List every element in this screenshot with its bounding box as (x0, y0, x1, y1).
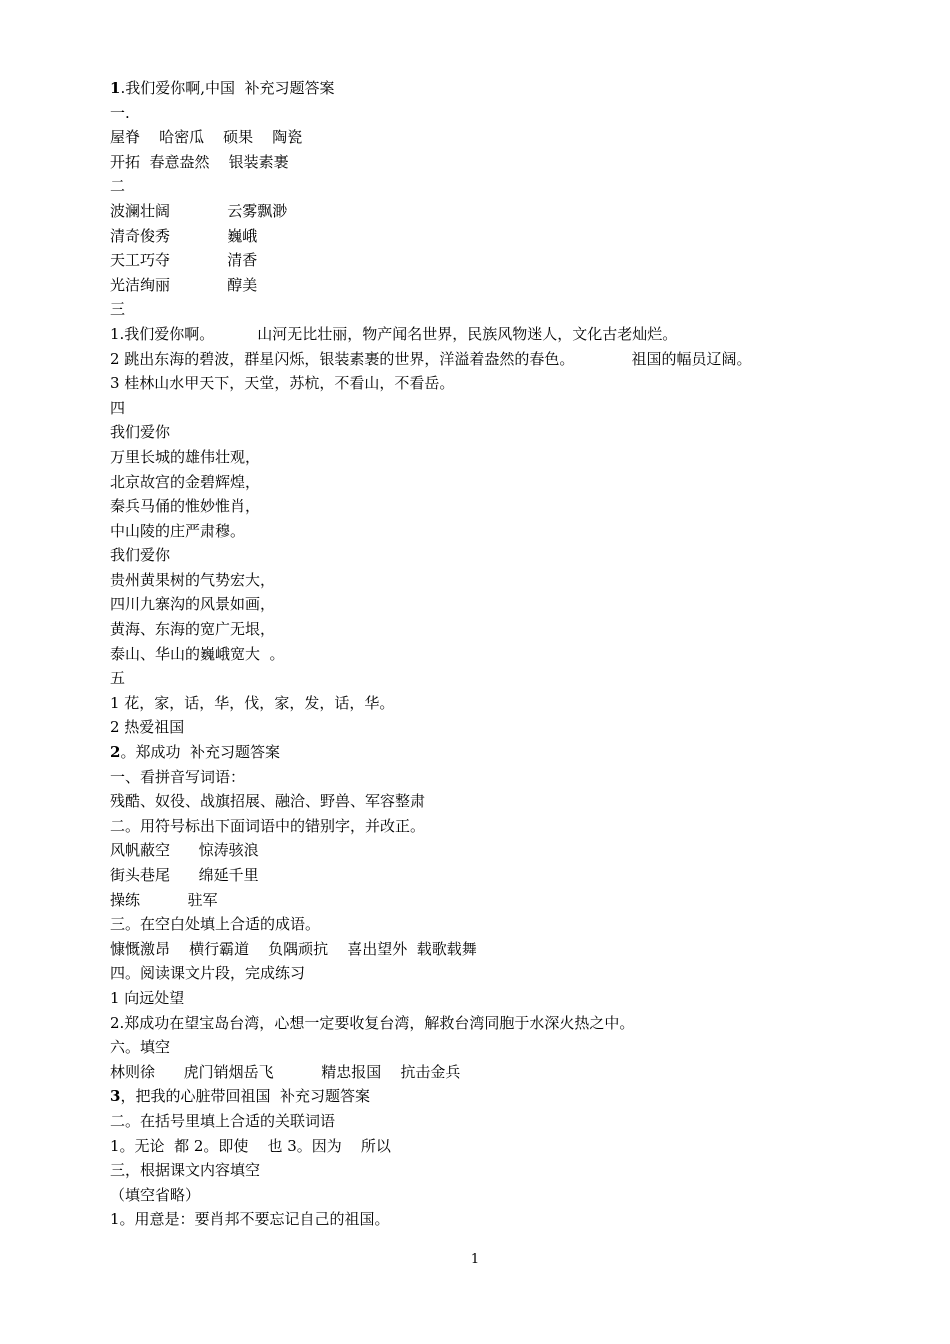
text-line (110, 347, 910, 372)
text-line (110, 1084, 910, 1109)
line-text: 屋脊 哈密瓜 硕果 陶瓷 (110, 128, 303, 147)
text-line (110, 543, 910, 568)
line-text: 1 花，家，话，华，伐，家，发，话，华。 (110, 693, 395, 712)
line-text: 泰山、华山的巍峨宽大 。 (110, 644, 285, 663)
text-line (110, 838, 910, 863)
line-text: 清奇俊秀 巍峨 (110, 226, 258, 245)
line-text: 四 (110, 398, 126, 417)
line-text: 秦兵马俑的惟妙惟肖， (110, 497, 261, 516)
line-text: 六。填空 (110, 1038, 171, 1057)
line-text: 我们爱你 (110, 546, 171, 565)
section-number: 3 (110, 1087, 121, 1106)
line-text: 二 (110, 177, 126, 196)
text-line (110, 789, 910, 814)
line-text: 1 向远处望 (110, 988, 185, 1007)
line-text: 贵州黄果树的气势宏大， (110, 570, 276, 589)
line-text: 天工巧夺 清香 (110, 251, 258, 270)
text-line (110, 617, 910, 642)
text-line (110, 814, 910, 839)
text-line (110, 174, 910, 199)
text-line (110, 912, 910, 937)
line-text: 风帆蔽空 惊涛骇浪 (110, 841, 259, 860)
line-text: ，把我的心脏带回祖国 补充习题答案 (120, 1087, 370, 1106)
line-text: 五 (110, 669, 126, 688)
text-line (110, 937, 910, 962)
line-text: 一、看拼音写词语： (110, 767, 246, 786)
section-number: 2 (110, 743, 121, 762)
line-text: 北京故宫的金碧辉煌， (110, 472, 261, 491)
line-text: 林则徐 虎门销烟岳飞 精忠报国 抗击金兵 (110, 1062, 461, 1081)
line-text: 三。在空白处填上合适的成语。 (110, 915, 321, 934)
text-line (110, 863, 910, 888)
line-text: 四川九寨沟的风景如画， (110, 595, 276, 614)
text-line (110, 470, 910, 495)
text-line (110, 1158, 910, 1183)
text-line (110, 371, 910, 396)
text-line (110, 76, 910, 101)
line-text: 光洁绚丽 醇美 (110, 275, 258, 294)
line-text: 二。在括号里填上合适的关联词语 (110, 1111, 336, 1130)
text-line (110, 765, 910, 790)
text-line (110, 1134, 910, 1159)
text-line (110, 125, 910, 150)
page-number: 1 (470, 1252, 480, 1267)
line-text: 波澜壮阔 云雾飘渺 (110, 201, 288, 220)
text-line (110, 494, 910, 519)
text-line (110, 666, 910, 691)
line-text: 一. (110, 103, 130, 122)
text-line (110, 1207, 910, 1232)
text-line (110, 199, 910, 224)
line-text: 开拓 春意盎然 银装素裹 (110, 152, 289, 171)
text-line (110, 740, 910, 765)
text-line (110, 642, 910, 667)
text-line (110, 519, 910, 544)
text-line (110, 1035, 910, 1060)
text-line (110, 568, 910, 593)
line-text: 街头巷尾 绵延千里 (110, 866, 259, 884)
text-line (110, 986, 910, 1011)
line-text: 2 热爱祖国 (110, 718, 185, 737)
line-text: 1。用意是：要肖邦不要忘记自己的祖国。 (110, 1210, 390, 1229)
line-text: 四。阅读课文片段，完成练习 (110, 964, 306, 983)
line-text: 。郑成功 补充习题答案 (120, 743, 280, 762)
line-text: 黄海、东海的宽广无垠， (110, 620, 276, 639)
text-line (110, 322, 910, 347)
line-text: （填空省略） (110, 1185, 201, 1204)
line-text: 1.我们爱你啊。 山河无比壮丽，物产闻名世界，民族风物迷人，文化古老灿烂。 (110, 324, 678, 343)
line-text: 三 (110, 300, 126, 319)
text-line (110, 101, 910, 126)
line-text: .我们爱你啊,中国 补充习题答案 (120, 79, 335, 97)
text-line (110, 297, 910, 322)
text-line (110, 1060, 910, 1085)
text-line (110, 961, 910, 986)
document-body (110, 76, 910, 1232)
line-text: 中山陵的庄严肃穆。 (110, 521, 246, 540)
line-text: 二。用符号标出下面词语中的错别字，并改正。 (110, 816, 426, 835)
line-text: 我们爱你 (110, 423, 171, 442)
text-line (110, 150, 910, 175)
line-text: 3 桂林山水甲天下，天堂，苏杭，不看山，不看岳。 (110, 374, 455, 393)
text-line (110, 691, 910, 716)
line-text: 残酷、奴役、战旗招展、融洽、野兽、军容整肃 (110, 792, 426, 811)
text-line (110, 445, 910, 470)
text-line (110, 1011, 910, 1036)
text-line (110, 715, 910, 740)
text-line (110, 888, 910, 913)
line-text: 操练 驻军 (110, 890, 218, 909)
text-line (110, 248, 910, 273)
text-line (110, 592, 910, 617)
line-text: 2 跳出东海的碧波，群星闪烁，银装素裹的世界，洋溢着盎然的春色。 祖国的幅员辽阔。 (110, 349, 752, 368)
text-line (110, 224, 910, 249)
line-text: 1。无论 都 2。即使 也 3。因为 所以 (110, 1136, 391, 1155)
text-line (110, 1183, 910, 1208)
line-text: 万里长城的雄伟壮观， (110, 447, 261, 466)
line-text: 三，根据课文内容填空 (110, 1161, 261, 1180)
line-text: 慷慨激昂 横行霸道 负隅顽抗 喜出望外 载歌载舞 (110, 939, 477, 958)
section-number: 1 (110, 79, 121, 97)
text-line (110, 396, 910, 421)
text-line (110, 1109, 910, 1134)
text-line (110, 273, 910, 298)
line-text: 2.郑成功在望宝岛台湾，心想一定要收复台湾，解救台湾同胞于水深火热之中。 (110, 1013, 635, 1032)
text-line (110, 420, 910, 445)
